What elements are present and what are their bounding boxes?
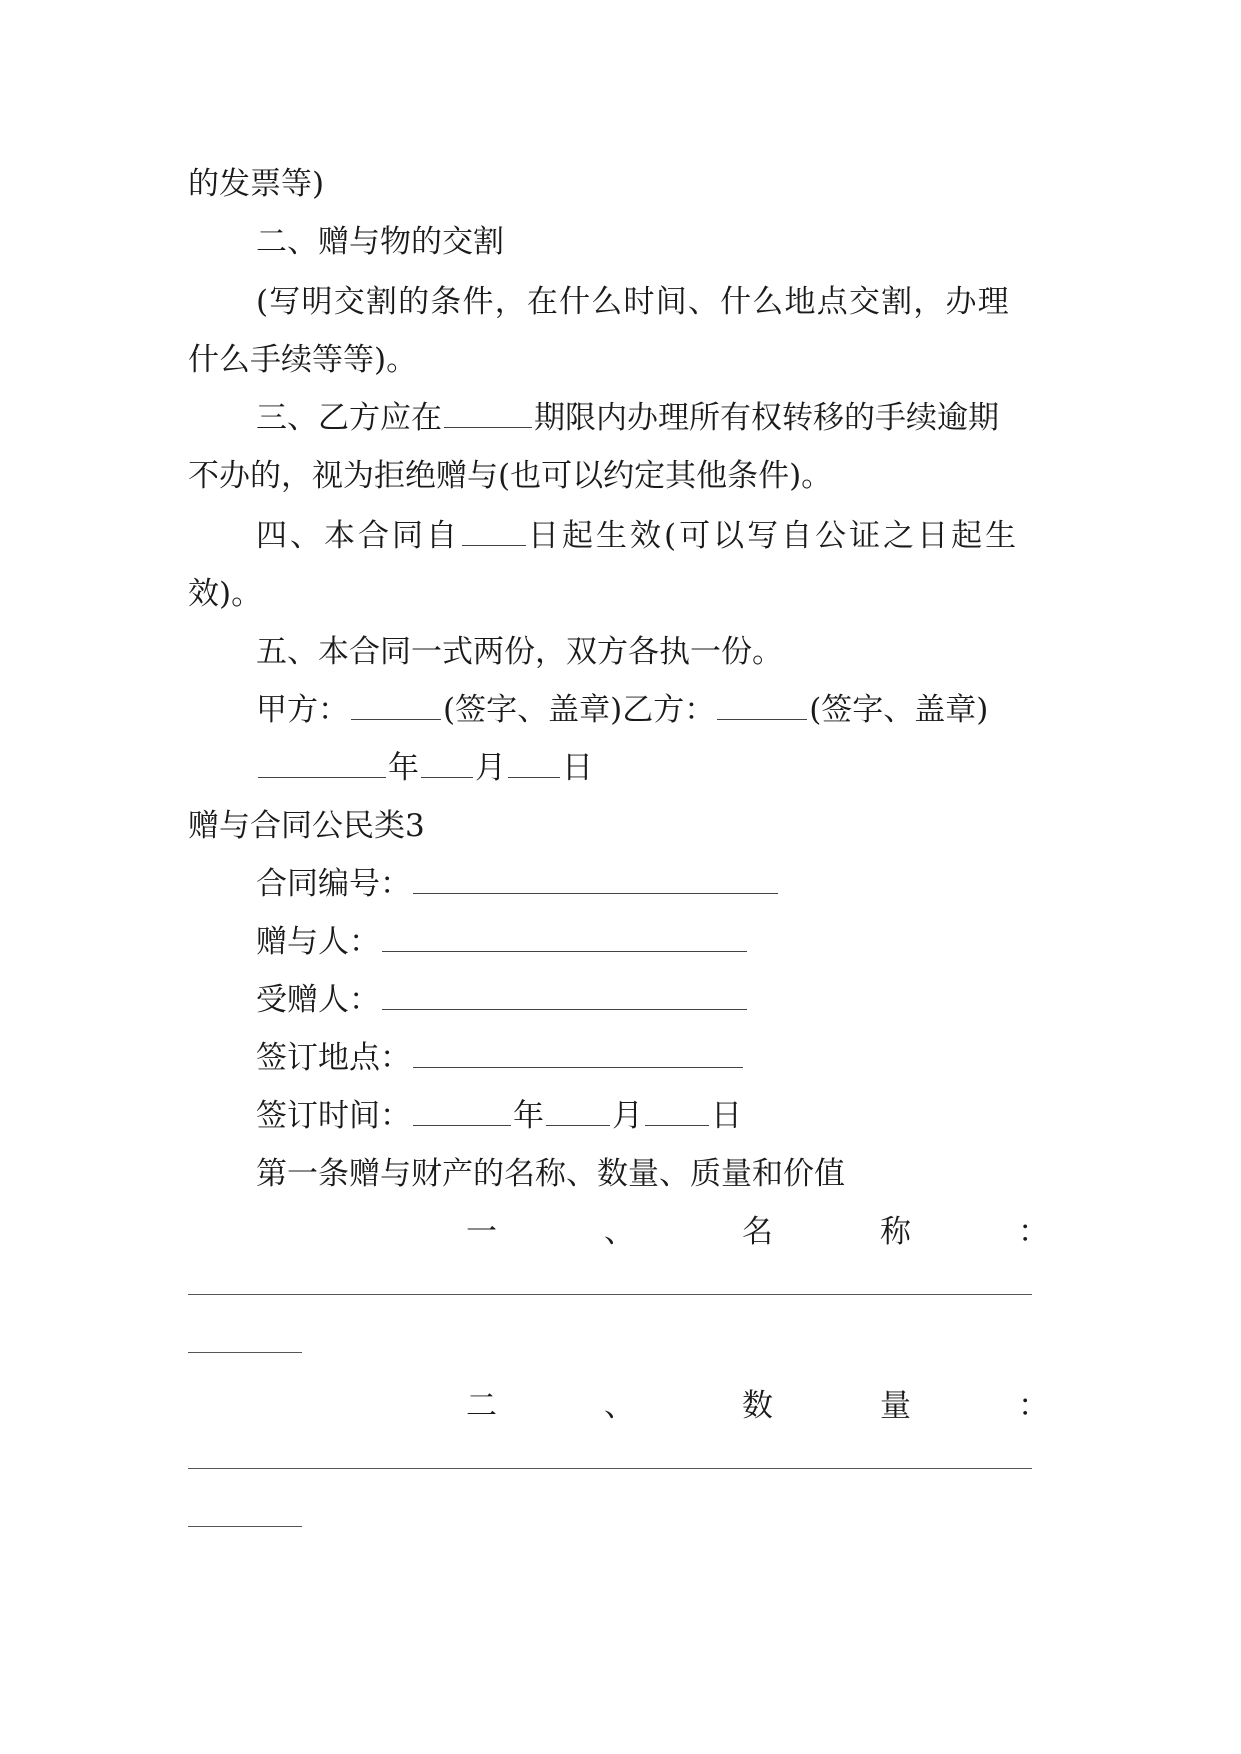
item-token: 名	[742, 1214, 773, 1250]
field-label: 合同编号：	[256, 866, 411, 902]
document-title: 赠与合同公民类3	[188, 808, 425, 844]
text-segment: 年	[513, 1098, 544, 1134]
fill-rule	[188, 1468, 1032, 1469]
section-heading: 二、赠与物的交割	[256, 224, 504, 260]
item-token: 称	[880, 1214, 911, 1250]
field-donee	[256, 980, 749, 1020]
text-line: 的发票等)	[188, 166, 325, 202]
fill-blank	[508, 751, 560, 778]
item-token: 二	[466, 1388, 497, 1424]
item-token: 一	[466, 1214, 497, 1250]
fill-blank	[444, 401, 532, 428]
fill-rule	[188, 1526, 302, 1527]
field-sign-time	[256, 1096, 742, 1136]
field-label: 签订地点：	[256, 1040, 411, 1076]
fill-blank	[421, 751, 473, 778]
field-contract-no	[256, 864, 780, 904]
text-segment: 日	[711, 1098, 742, 1134]
field-donor	[256, 922, 749, 962]
fill-blank	[413, 1041, 743, 1068]
fill-blank	[258, 751, 386, 778]
fill-blank	[382, 983, 747, 1010]
fill-blank	[413, 1099, 511, 1126]
text-segment: 日	[562, 750, 593, 786]
fill-blank	[462, 519, 526, 546]
text-segment: 三、乙方应在	[256, 400, 442, 436]
item-token: 、	[604, 1214, 635, 1250]
text-line: 五、本合同一式两份，双方各执一份。	[256, 634, 783, 670]
text-line: 什么手续等等)。	[188, 342, 418, 378]
text-segment: 年	[388, 750, 419, 786]
fill-blank	[351, 693, 441, 720]
text-segment: (签字、盖章)	[809, 692, 989, 728]
text-segment: 月	[612, 1098, 643, 1134]
signature-line	[256, 690, 988, 730]
fill-blank	[546, 1099, 610, 1126]
text-line: (写明交割的条件，在什么时间、什么地点交割，办理	[256, 284, 1010, 320]
text-segment: 甲方：	[256, 692, 349, 728]
item-token: ：	[1018, 1214, 1049, 1250]
field-label: 受赠人：	[256, 982, 380, 1018]
fill-blank	[717, 693, 807, 720]
fill-blank	[382, 925, 747, 952]
fill-blank	[413, 867, 778, 894]
text-segment: 期限内办理所有权转移的手续逾期	[534, 400, 999, 436]
item-token: ：	[1018, 1388, 1049, 1424]
item-token: 数	[742, 1388, 773, 1424]
field-sign-place	[256, 1038, 745, 1078]
text-line: 效)。	[188, 576, 263, 612]
text-segment: 四、本合同自	[256, 518, 460, 554]
fill-blank	[645, 1099, 709, 1126]
fill-rule	[188, 1352, 302, 1353]
article-heading: 第一条赠与财产的名称、数量、质量和价值	[256, 1156, 845, 1192]
text-line	[256, 516, 1019, 556]
field-label: 赠与人：	[256, 924, 380, 960]
item-token: 、	[604, 1388, 635, 1424]
item-token: 量	[880, 1388, 911, 1424]
text-segment: 月	[475, 750, 506, 786]
text-line: 不办的，视为拒绝赠与(也可以约定其他条件)。	[188, 458, 833, 494]
text-segment: 日起生效(可以写自公证之日起生	[528, 518, 1020, 554]
field-label: 签订时间：	[256, 1098, 411, 1134]
text-segment: (签字、盖章)乙方：	[443, 692, 716, 728]
fill-rule	[188, 1294, 1032, 1295]
date-line	[256, 748, 593, 788]
text-line	[256, 398, 999, 438]
